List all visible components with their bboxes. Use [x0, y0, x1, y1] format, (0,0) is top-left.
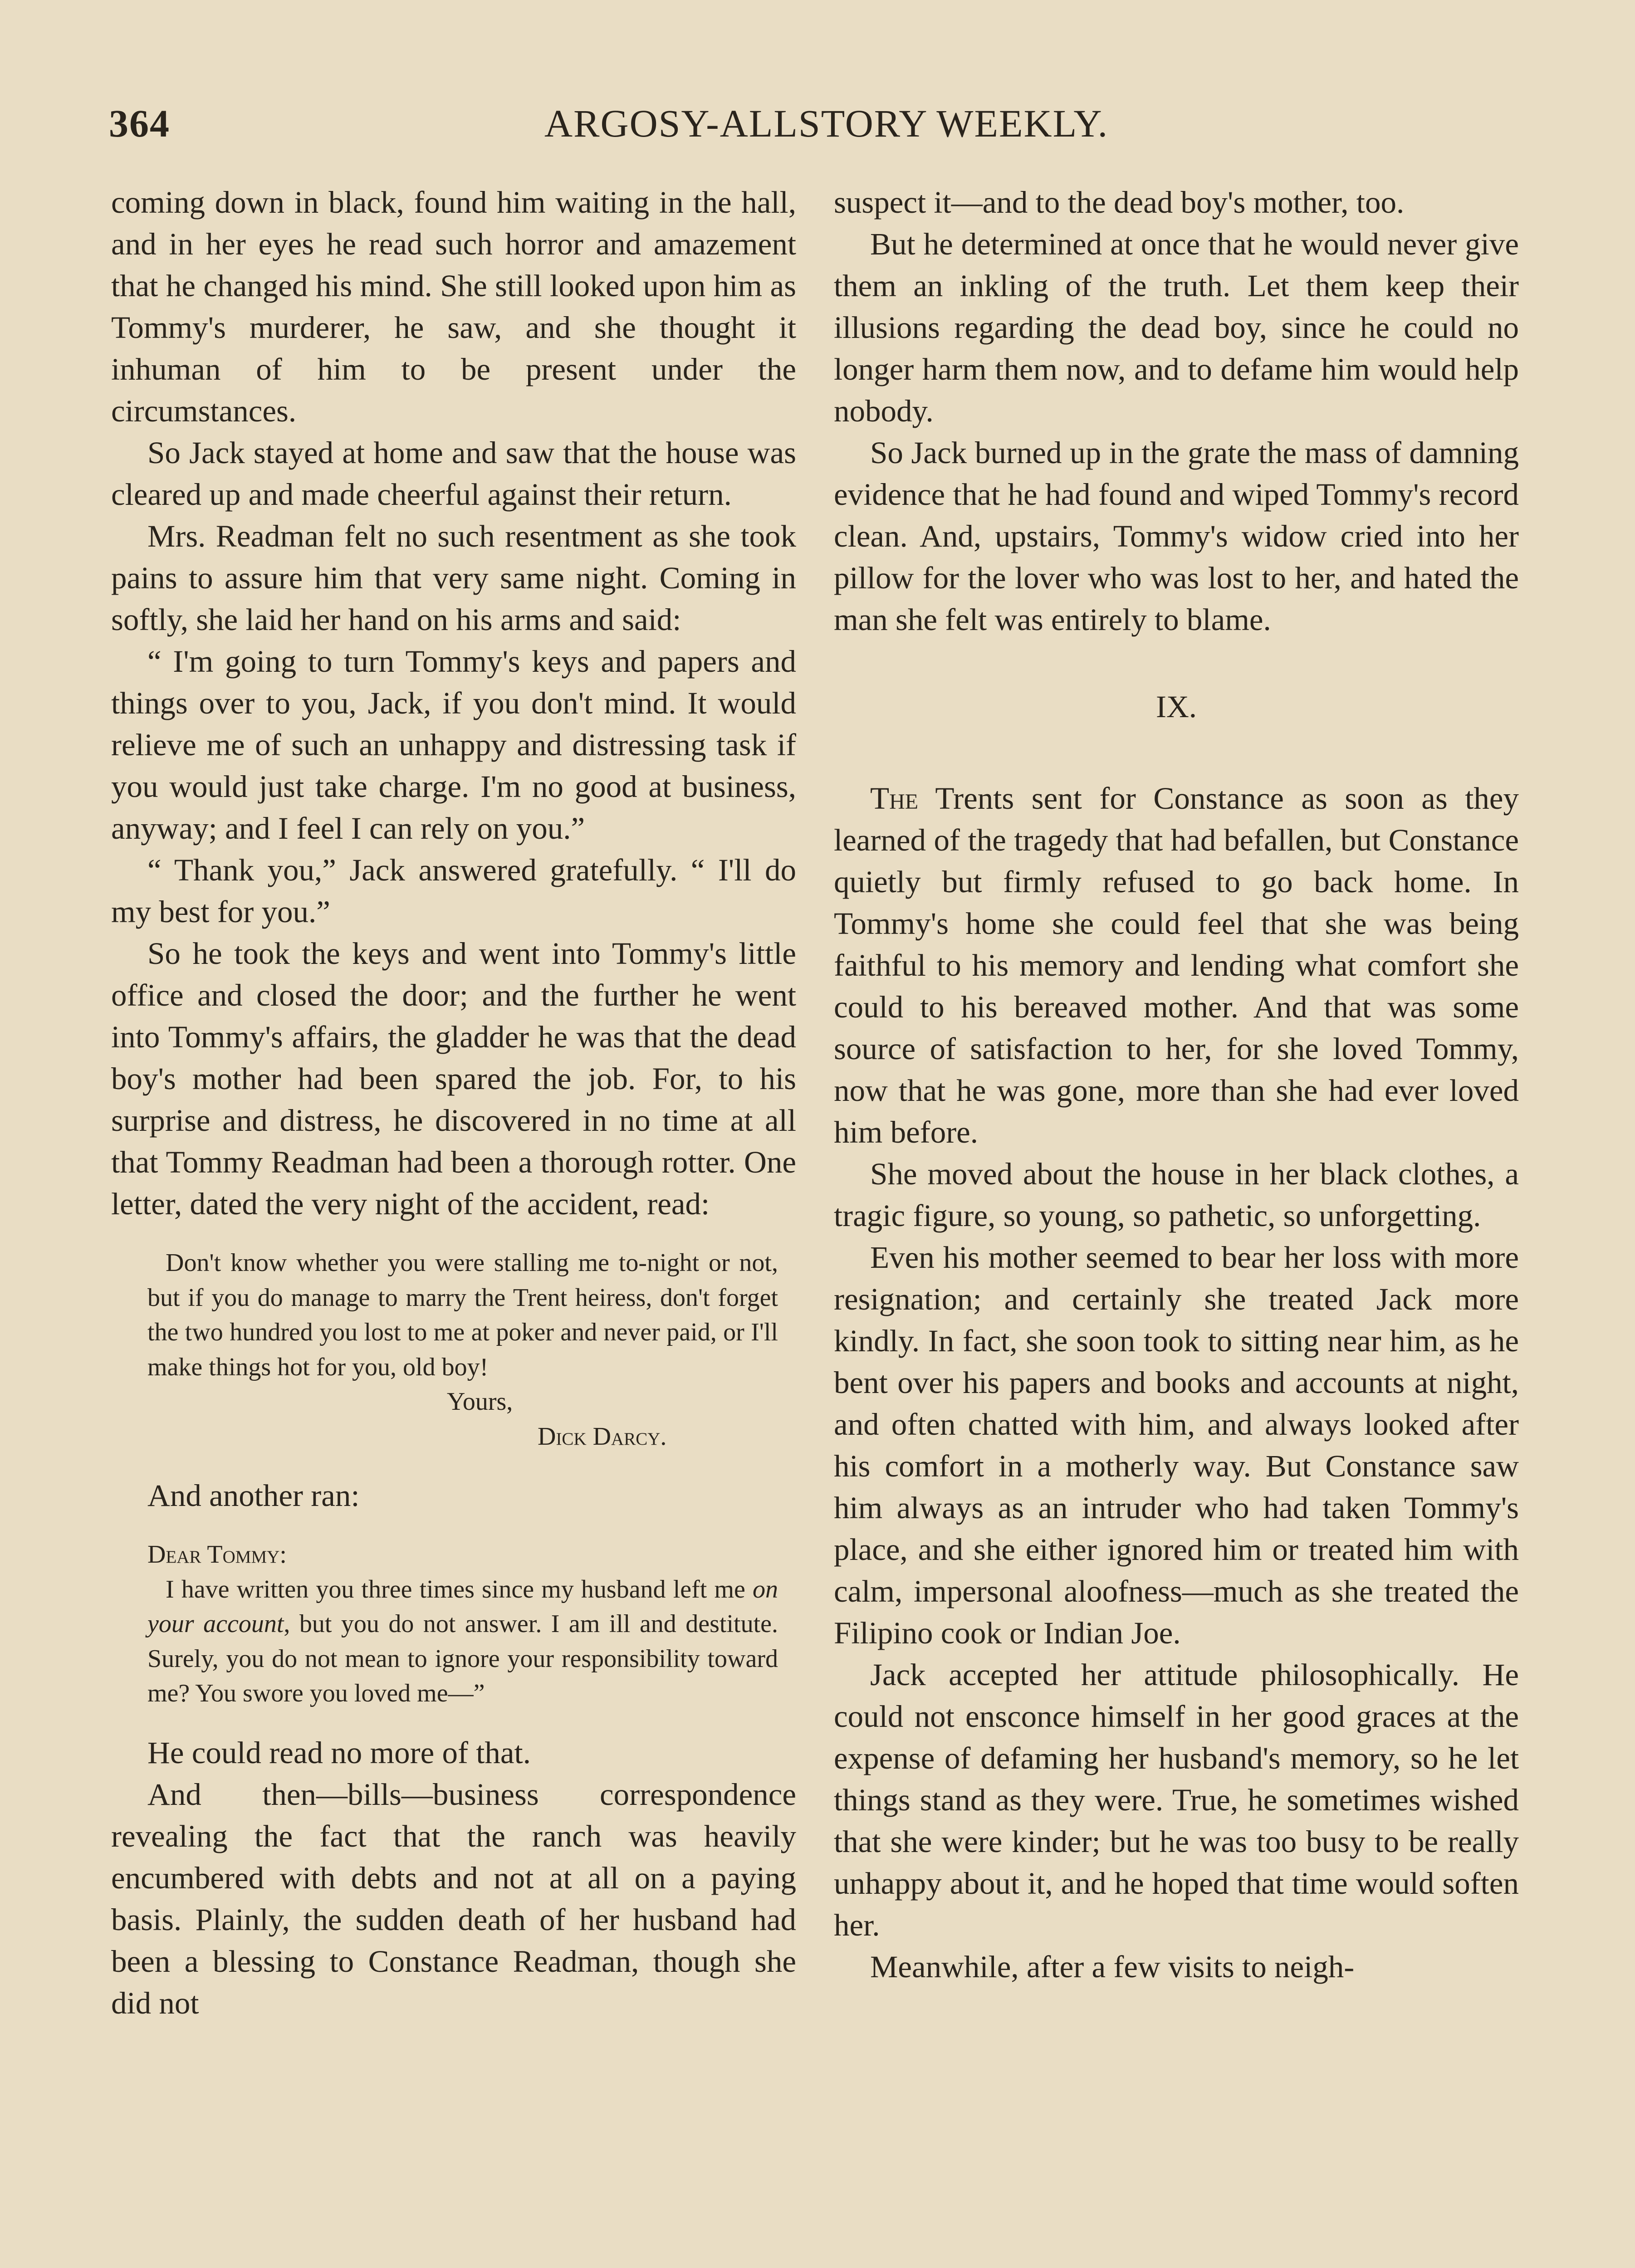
left-column: [111, 181, 796, 2024]
letter-dear-tommy: [147, 1537, 778, 1711]
paragraph: suspect it—and to the dead boy's mother, too.: [834, 185, 1405, 220]
paragraph: coming down in black, found him waiting in the hall, and in her eyes he read such horror and amazement that he changed his mind. She still looked upon him as Tommy's murderer, he saw, and she thought it inhuman of him to be present under the circumstances.: [111, 185, 796, 428]
paragraph: And another ran:: [147, 1478, 360, 1513]
paragraph: “ Thank you,” Jack answered gratefully. “ I'll do my best for you.”: [111, 853, 796, 929]
letter-closing: Yours,: [447, 1388, 513, 1416]
paragraph: She moved about the house in her black clothes, a tragic figure, so young, so pathetic, so unforgetting.: [834, 1157, 1519, 1233]
paragraph: He could read no more of that.: [147, 1735, 531, 1770]
page-number: 364: [109, 102, 170, 145]
letter-text: , but you do not answer. I am ill and destitute. Surely, you do not mean to ignore your responsibility toward me? You swore you loved me—”: [147, 1610, 778, 1707]
section-heading: IX.: [1155, 689, 1197, 724]
letter-body: Don't know whether you were stalling me to-night or not, but if you do manage to marry the Trent heiress, don't forget the two hundred you lost to me at poker and never paid, or I'll make things hot for you, old boy!: [147, 1249, 778, 1381]
letter-signature: Dick Darcy.: [538, 1422, 667, 1451]
paragraph: Jack accepted her attitude philosophically. He could not ensconce himself in her good graces at the expense of defaming her husband's memory, so he let things stand as they were. True, he sometimes wished that she were kinder; but he was too busy to be really unhappy about it, and he hoped that time would soften her.: [834, 1657, 1519, 1942]
paragraph: But he determined at once that he would never give them an inkling of the truth. Let them keep their illusions regarding the dead boy, since he could no longer harm them now, and to defame him would help nobody.: [834, 227, 1519, 428]
page-header: [109, 101, 1524, 155]
letter-emphasis: on your account: [147, 1575, 778, 1638]
letter-darcy: [147, 1246, 778, 1454]
paragraph: Mrs. Readman felt no such resentment as she took pains to assure him that very same night. Coming in softly, she laid her hand on his arms and said:: [111, 519, 796, 637]
right-column: [834, 181, 1519, 1988]
letter-salutation: Dear Tommy:: [147, 1540, 287, 1569]
paragraph: So he took the keys and went into Tommy's little office and closed the door; and the further he went into Tommy's affairs, the gladder he was that the dead boy's mother had been spared the job. For, to his surprise and distress, he discovered in no time at all that Tommy Readman had been a thorough rotter. One letter, dated the very night of the accident, read:: [111, 936, 796, 1221]
lead-word: The: [870, 781, 919, 816]
paragraph: And then—bills—business correspondence revealing the fact that the ranch was heavily encumbered with debts and not at all on a paying basis. Plainly, the sudden death of her husband had been a blessing to Constance Readman, though she did not: [111, 1777, 796, 2020]
paragraph: “ I'm going to turn Tommy's keys and papers and things over to you, Jack, if you don't mind. It would relieve me of such an unhappy and distressing task if you would just take charge. I'm no good at business, anyway; and I feel I can rely on you.”: [111, 644, 796, 846]
paragraph-text: Trents sent for Constance as soon as they learned of the tragedy that had befallen, but Constance quietly but firmly refused to go back home. In Tommy's home she could feel that she was being faithful to his memory and lending what comfort she could to his bereaved mother. And that was some source of satisfaction to her, for she loved Tommy, now that he was gone, more than she had ever loved him before.: [834, 781, 1519, 1149]
letter-body: [147, 1572, 778, 1711]
paragraph: Meanwhile, after a few visits to neigh-: [870, 1950, 1355, 1984]
paragraph: Even his mother seemed to bear her loss with more resignation; and certainly she treated Jack more kindly. In fact, she soon took to sitting near him, as he bent over his papers and books and accounts at night, and often chatted with him, and always looked after his comfort in a motherly way. But Constance saw him always as an intruder who had taken Tommy's place, and she either ignored him or treated him with calm, impersonal aloofness—much as she treated the Filipino cook or Indian Joe.: [834, 1240, 1519, 1650]
running-head: ARGOSY-ALLSTORY WEEKLY.: [544, 102, 1109, 145]
letter-text: I have written you three times since my husband left me: [166, 1575, 753, 1603]
paragraph: So Jack stayed at home and saw that the house was cleared up and made cheerful against their return.: [111, 435, 796, 512]
paragraph: [834, 777, 1519, 1153]
paragraph: So Jack burned up in the grate the mass of damning evidence that he had found and wiped Tommy's record clean. And, upstairs, Tommy's widow cried into her pillow for the lover who was lost to her, and hated the man she felt was entirely to blame.: [834, 435, 1519, 637]
